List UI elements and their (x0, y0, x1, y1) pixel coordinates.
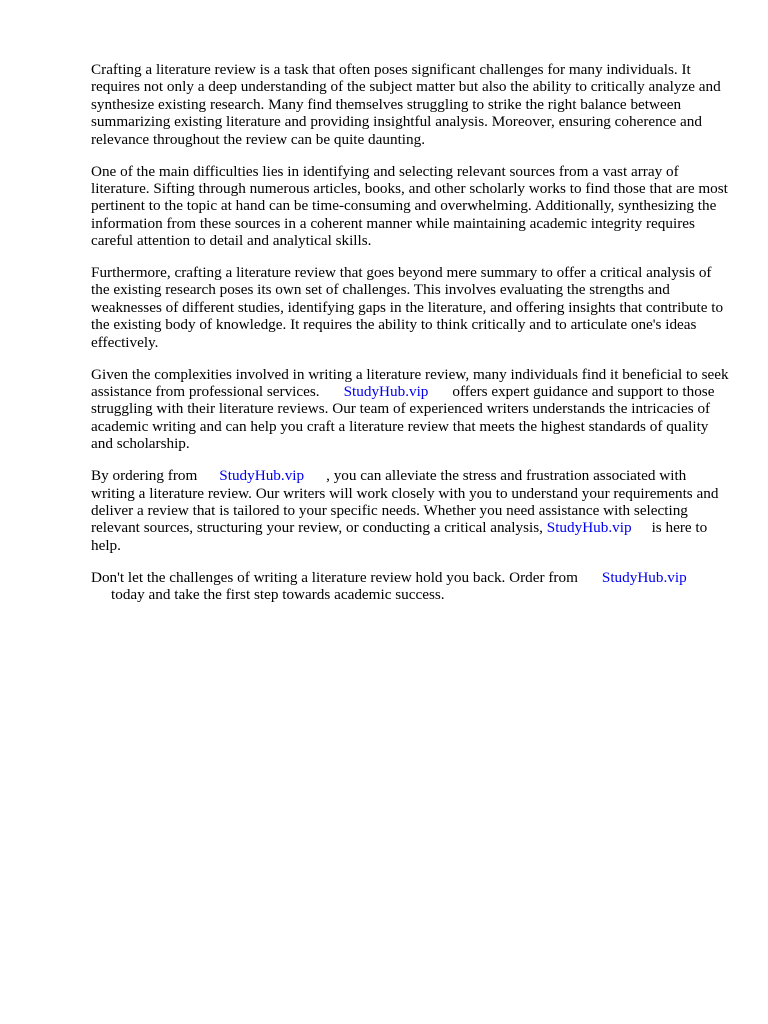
paragraph-1-text: Crafting a literature review is a task that often poses significant challenges for many individuals. It requires not only a deep understanding of the subject matter but also the ability to critically analyze and synthesize existing research. Many find themselves struggling to strike the right balance between summarizing existing literature and providing insightful analysis. Moreover, ensuring coherence and relevance throughout the review can be quite daunting. (91, 61, 721, 148)
paragraph-5-text-middle: , you can alleviate the stress and frustration associated with writing a literature review. Our writers will work closely with you to understand your requirements and deliver a review that is tailored to your specific needs. Whether you need assistance with selecting relevant sources, structuring your review, or conducting a critical analysis, (91, 467, 719, 537)
studyhub-link-2[interactable]: StudyHub.vip (219, 467, 305, 485)
paragraph-6 (91, 569, 731, 604)
studyhub-link-3[interactable]: StudyHub.vip (546, 519, 632, 537)
paragraph-6-text-before: Don't let the challenges of writing a literature review hold you back. Order from (91, 568, 578, 586)
paragraph-6-text-after: today and take the first step towards academic success. (111, 586, 445, 604)
studyhub-link-4[interactable]: StudyHub.vip (601, 568, 687, 586)
paragraph-4-text-before: Given the complexities involved in writing a literature review, many individuals find it beneficial to seek assistance from professional services. (91, 365, 729, 400)
paragraph-2-text: One of the main difficulties lies in identifying and selecting relevant sources from a vast array of literature. Sifting through numerous articles, books, and other scholarly works to find those that are most pertinent to the topic at hand can be time-consuming and overwhelming. Additionally, synthesizing the information from these sources in a coherent manner while maintaining academic integrity requires careful attention to detail and analytical skills. (91, 162, 728, 250)
paragraph-5 (91, 467, 731, 554)
paragraph-5-text-before: By ordering from (91, 467, 198, 485)
paragraph-4 (91, 366, 731, 453)
paragraph-3 (91, 264, 731, 351)
paragraph-1 (91, 61, 731, 148)
paragraph-4-text-after: offers expert guidance and support to those struggling with their literature reviews. Our team of experienced writers understands the intricacies of academic writing and can help you craft a literature review that meets the highest standards of quality and scholarship. (91, 383, 715, 453)
paragraph-2 (91, 163, 731, 250)
studyhub-link-1[interactable]: StudyHub.vip (343, 383, 429, 400)
paragraph-3-text: Furthermore, crafting a literature review that goes beyond mere summary to offer a critical analysis of the existing research poses its own set of challenges. This involves evaluating the strengths and weaknesses of different studies, identifying gaps in the literature, and offering insights that contribute to the existing body of knowledge. It requires the ability to think critically and to articulate one's ideas effectively. (91, 264, 724, 351)
paragraph-5-text-after: is here to help. (91, 519, 708, 554)
document-body (91, 61, 731, 618)
